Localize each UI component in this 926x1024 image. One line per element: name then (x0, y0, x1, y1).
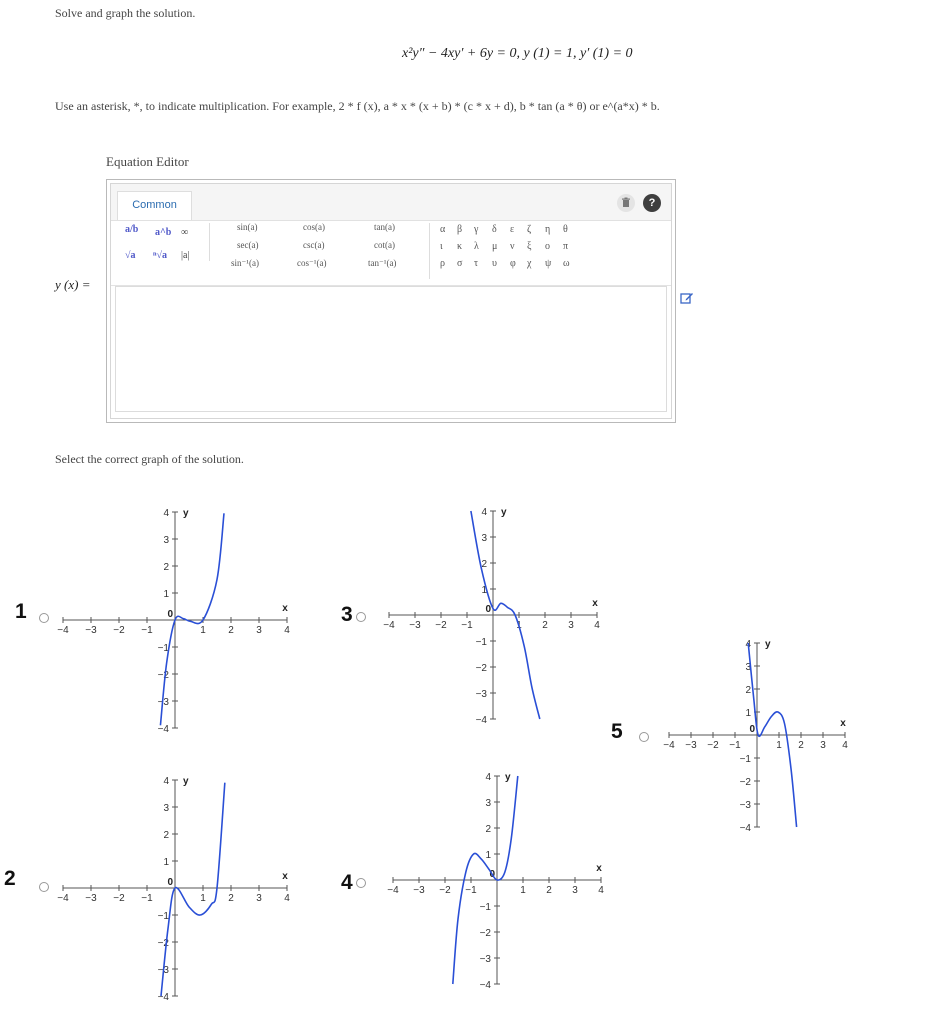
greek-nu[interactable]: ν (510, 241, 515, 252)
greek-beta[interactable]: β (457, 224, 463, 235)
editor-title: Equation Editor (106, 154, 189, 169)
graph-4-y-tick-label: 1 (485, 850, 491, 861)
graph-3-x-tick-label: 1 (516, 620, 522, 631)
graph-4-y-tick-label: −2 (479, 928, 491, 939)
graph-1-x-label: x (282, 603, 288, 614)
graph-4-y-tick-label: 3 (485, 798, 491, 809)
sec-button[interactable]: sec(a) (237, 240, 259, 250)
option-5-label: 5 (611, 720, 623, 743)
greek-tau[interactable]: τ (474, 258, 479, 269)
greek-phi[interactable]: φ (510, 258, 516, 269)
tab-common[interactable]: Common (117, 191, 192, 220)
graph-1-y-tick-label: −1 (157, 643, 169, 654)
greek-epsilon[interactable]: ε (510, 224, 515, 235)
graph-4-x-tick-label: 4 (598, 885, 604, 896)
abs-button[interactable]: |a| (181, 250, 190, 261)
graph-2-y-tick-label: 1 (163, 857, 169, 868)
graph-5-origin-label: 0 (749, 724, 755, 735)
graph-3-x-label: x (592, 598, 598, 609)
graph-5-x-tick-label: −4 (663, 740, 675, 751)
graph-2-x-tick-label: −4 (57, 893, 69, 904)
graph-3-y-tick-label: 1 (481, 585, 487, 596)
graph-2-x-tick-label: 4 (284, 893, 290, 904)
greek-kappa[interactable]: κ (457, 241, 463, 252)
arctan-button[interactable]: tan⁻¹(a) (368, 258, 397, 268)
greek-pi[interactable]: π (563, 241, 569, 252)
graph-4-y-tick-label: −3 (479, 954, 491, 965)
graph-2-y-tick-label: −1 (157, 911, 169, 922)
graph-2-x-tick-label: −2 (113, 893, 125, 904)
csc-button[interactable]: csc(a) (303, 240, 325, 250)
graph-4-y-label: y (505, 772, 511, 783)
graph-5-x-tick-label: 1 (776, 740, 782, 751)
graph-2-y-tick-label: 2 (163, 830, 169, 841)
graph-3-x-tick-label: 3 (568, 620, 574, 631)
greek-xi[interactable]: ξ (527, 241, 532, 252)
graph-5-x-tick-label: −3 (685, 740, 697, 751)
power-button[interactable]: a^b (155, 227, 172, 238)
graph-3-x-tick-label: 2 (542, 620, 548, 631)
graph-4-x-tick-label: −2 (439, 885, 451, 896)
graph-2-x-tick-label: 3 (256, 893, 262, 904)
graph-5-y-tick-label: 2 (745, 685, 751, 696)
graph-3-y-tick-label: −2 (475, 663, 487, 674)
graph-5-y-tick-label: −3 (739, 800, 751, 811)
graph-5-y-tick-label: −2 (739, 777, 751, 788)
graph-3-x-tick-label: 4 (594, 620, 600, 631)
greek-sigma[interactable]: σ (457, 258, 463, 269)
fraction-button[interactable]: a/b (125, 224, 139, 235)
graph-4-x-label: x (596, 863, 602, 874)
graph-5-x-tick-label: 2 (798, 740, 804, 751)
graph-1-x-tick-label: 3 (256, 625, 262, 636)
option-2-label: 2 (4, 867, 16, 890)
graph-4-y-tick-label: 4 (485, 772, 491, 783)
option-4-label: 4 (341, 871, 353, 894)
graph-2-y-tick-label: −3 (157, 965, 169, 976)
sin-button[interactable]: sin(a) (237, 222, 258, 232)
option-3-label: 3 (341, 603, 353, 626)
graph-1-origin-label: 0 (167, 609, 173, 620)
greek-chi[interactable]: χ (527, 258, 532, 269)
graph-3-y-tick-label: −3 (475, 689, 487, 700)
graph-5-x-tick-label: 3 (820, 740, 826, 751)
graph-3-y-tick-label: −1 (475, 637, 487, 648)
graph-2-x-tick-label: −1 (141, 893, 153, 904)
graph-4-x-tick-label: −4 (387, 885, 399, 896)
graph-3-y-tick-label: −4 (475, 715, 487, 726)
question-icon[interactable]: ? (643, 194, 661, 212)
greek-omicron[interactable]: ο (545, 241, 550, 252)
graph-1-x-tick-label: 4 (284, 625, 290, 636)
graph-3-x-tick-label: −4 (383, 620, 395, 631)
graph-5-y-tick-label: −1 (739, 754, 751, 765)
graph-2-y-tick-label: −2 (157, 938, 169, 949)
greek-psi[interactable]: ψ (545, 258, 552, 269)
graph-2-x-label: x (282, 871, 288, 882)
graph-2-curve (161, 783, 225, 996)
greek-eta[interactable]: η (545, 224, 551, 235)
graph-4-y-tick-label: −4 (479, 980, 491, 991)
answer-label: y (x) = (55, 277, 91, 292)
graph-4-x-tick-label: −1 (465, 885, 477, 896)
graph-2-y-tick-label: −4 (157, 992, 169, 1003)
graph-2-x-tick-label: 1 (200, 893, 206, 904)
cos-button[interactable]: cos(a) (303, 222, 325, 232)
greek-mu[interactable]: μ (492, 241, 498, 252)
graph-5-y-label: y (765, 639, 771, 650)
graph-3-y-label: y (501, 507, 507, 518)
graph-5-y-tick-label: 3 (745, 662, 751, 673)
graph-3-x-tick-label: −2 (435, 620, 447, 631)
graph-4-x-tick-label: −3 (413, 885, 425, 896)
multiplication-note: Use an asterisk, *, to indicate multiplication. For example, 2 * f (x), a * x * (x + b) * (c * x + d), b * tan (a * θ) or e^(a*x) * b. (55, 99, 660, 113)
arcsin-button[interactable]: sin⁻¹(a) (231, 258, 259, 268)
nthroot-button[interactable]: ⁿ√a (153, 250, 167, 261)
graph-3-y-tick-label: 3 (481, 533, 487, 544)
graph-5-x-tick-label: 4 (842, 740, 848, 751)
graph-1-x-tick-label: −2 (113, 625, 125, 636)
graph-1-y-tick-label: −2 (157, 670, 169, 681)
graph-1-y-tick-label: 3 (163, 535, 169, 546)
graph-2-y-tick-label: 4 (163, 776, 169, 787)
greek-alpha[interactable]: α (440, 224, 446, 235)
graph-prompt: Select the correct graph of the solution. (55, 452, 244, 466)
greek-rho[interactable]: ρ (440, 258, 445, 269)
graph-5-y-tick-label: −4 (739, 823, 751, 834)
graph-4-origin-label: 0 (489, 869, 495, 880)
graph-2-y-label: y (183, 776, 189, 787)
greek-iota[interactable]: ι (440, 241, 443, 252)
graph-1-y-tick-label: 2 (163, 562, 169, 573)
graph-3-origin-label: 0 (485, 604, 491, 615)
differential-equation: x²y″ − 4xy′ + 6y = 0, y (1) = 1, y′ (1) = 0 (402, 46, 633, 61)
graph-2-x-tick-label: 2 (228, 893, 234, 904)
greek-theta[interactable]: θ (563, 224, 568, 235)
graph-5-x-label: x (840, 718, 846, 729)
greek-upsilon[interactable]: υ (492, 258, 497, 269)
graph-1-y-tick-label: 1 (163, 589, 169, 600)
arccos-button[interactable]: cos⁻¹(a) (297, 258, 327, 268)
greek-gamma[interactable]: γ (474, 224, 479, 235)
graph-5-x-tick-label: −1 (729, 740, 741, 751)
graph-4-x-tick-label: 3 (572, 885, 578, 896)
cot-button[interactable]: cot(a) (374, 240, 395, 250)
graph-5-y-tick-label: 4 (745, 639, 751, 650)
sqrt-button[interactable]: √a (125, 250, 136, 261)
graph-3-x-tick-label: −3 (409, 620, 421, 631)
graph-5-y-tick-label: 1 (745, 708, 751, 719)
graph-1-y-tick-label: 4 (163, 508, 169, 519)
instruction-text: Solve and graph the solution. (55, 6, 196, 20)
graph-2-origin-label: 0 (167, 877, 173, 888)
graph-1-x-tick-label: 2 (228, 625, 234, 636)
infinity-button[interactable]: ∞ (181, 227, 189, 238)
option-1-label: 1 (15, 600, 27, 623)
tan-button[interactable]: tan(a) (374, 222, 395, 232)
graph-2-y-tick-label: 3 (163, 803, 169, 814)
greek-omega[interactable]: ω (563, 258, 570, 269)
greek-delta[interactable]: δ (492, 224, 497, 235)
graph-2-x-tick-label: −3 (85, 893, 97, 904)
graph-1-y-tick-label: −4 (157, 724, 169, 735)
graph-1-x-tick-label: −3 (85, 625, 97, 636)
graph-5-x-tick-label: −2 (707, 740, 719, 751)
graph-1-x-tick-label: 1 (200, 625, 206, 636)
graph-3-y-tick-label: 2 (481, 559, 487, 570)
graph-4-x-tick-label: 2 (546, 885, 552, 896)
graph-1-y-label: y (183, 508, 189, 519)
greek-zeta[interactable]: ζ (527, 224, 532, 235)
graph-1-x-tick-label: −4 (57, 625, 69, 636)
graph-4-x-tick-label: 1 (520, 885, 526, 896)
graph-4-y-tick-label: −1 (479, 902, 491, 913)
graph-1-x-tick-label: −1 (141, 625, 153, 636)
graph-3-x-tick-label: −1 (461, 620, 473, 631)
graph-1-y-tick-label: −3 (157, 697, 169, 708)
graph-3-y-tick-label: 4 (481, 507, 487, 518)
greek-lambda[interactable]: λ (474, 241, 479, 252)
graph-4-y-tick-label: 2 (485, 824, 491, 835)
